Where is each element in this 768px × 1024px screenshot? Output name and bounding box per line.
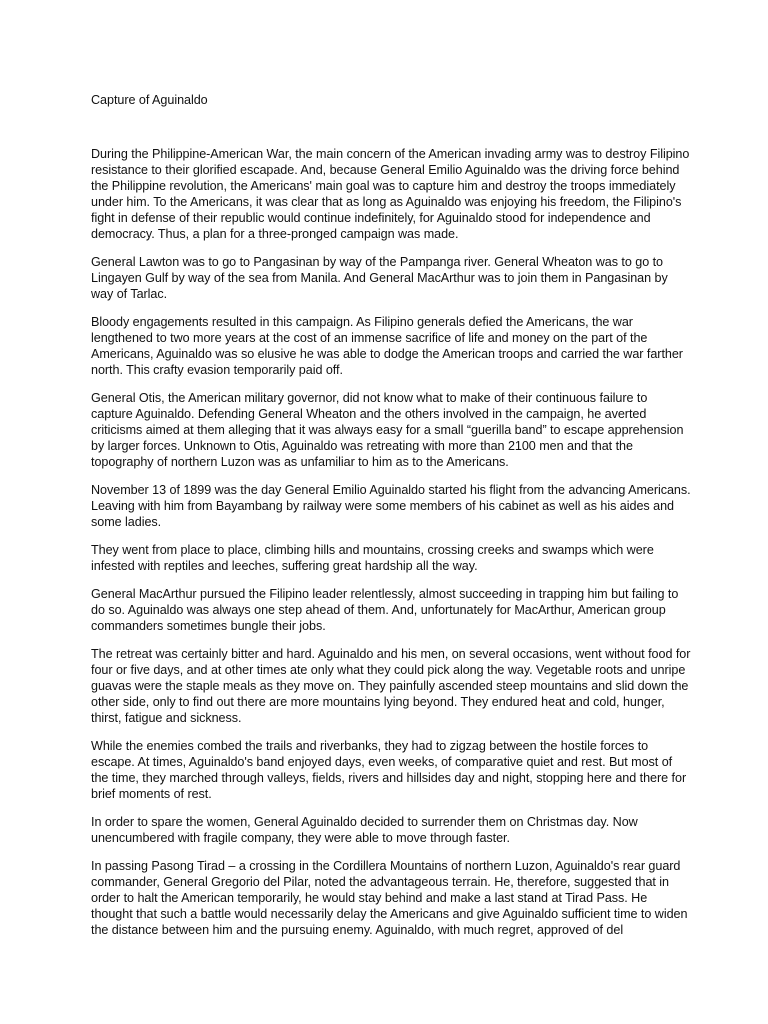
paragraph-7: General MacArthur pursued the Filipino leader relentlessly, almost succeeding in trapping him but failing to do so. Aguinaldo was always one step ahead of them. And, unfortunately for MacArthur, American group commanders sometimes bungle their jobs.	[91, 587, 679, 633]
paragraph-9: While the enemies combed the trails and riverbanks, they had to zigzag between the hostile forces to escape. At times, Aguinaldo's band enjoyed days, even weeks, of comparative quiet and rest. But most of the time, they marched through valleys, fields, rivers and hillsides day and night, stopping here and there for brief moments of rest.	[91, 739, 687, 801]
paragraph-4: General Otis, the American military governor, did not know what to make of their continuous failure to capture Aguinaldo. Defending General Wheaton and the others involved in the campaign, he averted criticisms aimed at them alleging that it was always easy for a small “guerilla band” to escape apprehension by larger forces. Unknown to Otis, Aguinaldo was retreating with more than 2100 men and that the topography of northern Luzon was as unfamiliar to him as to the Americans.	[91, 391, 684, 469]
paragraph-6: They went from place to place, climbing hills and mountains, crossing creeks and swamps which were infested with reptiles and leeches, suffering great hardship all the way.	[91, 543, 654, 573]
paragraph-8: The retreat was certainly bitter and hard. Aguinaldo and his men, on several occasions, went without food for four or five days, and at other times ate only what they could pick along the way. Vegetable roots and unripe guavas were the staple meals as they move on. They painfully ascended steep mountains and slid down the other side, only to find out there are more mountains lying beyond. They endured heat and cold, hunger, thirst, fatigue and sickness.	[91, 647, 691, 725]
paragraph-1: During the Philippine-American War, the main concern of the American invading army was to destroy Filipino resistance to their glorified escapade. And, because General Emilio Aguinaldo was the driving force behind the Philippine revolution, the Americans' main goal was to capture him and destroy the troops immediately under him. To the Americans, it was clear that as long as Aguinaldo was enjoying his freedom, the Filipino's fight in defense of their republic would continue indefinitely, for Aguinaldo stood for independence and democracy. Thus, a plan for a three-pronged campaign was made.	[91, 147, 690, 241]
paragraph-10: In order to spare the women, General Aguinaldo decided to surrender them on Christmas day. Now unencumbered with fragile company, they were able to move through faster.	[91, 815, 638, 845]
paragraph-3: Bloody engagements resulted in this campaign. As Filipino generals defied the Americans, the war lengthened to two more years at the cost of an immense sacrifice of life and money on the part of the Americans, Aguinaldo was so elusive he was able to dodge the American troops and carried the war farther north. This crafty evasion temporarily paid off.	[91, 315, 683, 377]
paragraph-11: In passing Pasong Tirad – a crossing in the Cordillera Mountains of northern Luzon, Aguinaldo's rear guard commander, General Gregorio del Pilar, noted the advantageous terrain. He, therefore, suggested that in order to halt the American temporarily, he would stay behind and make a last stand at Tirad Pass. He thought that such a battle would necessarily delay the Americans and give Aguinaldo sufficient time to widen the distance between him and the pursuing enemy. Aguinaldo, with much regret, approved of del	[91, 859, 688, 937]
paragraph-2: General Lawton was to go to Pangasinan by way of the Pampanga river. General Wheaton was to go to Lingayen Gulf by way of the sea from Manila. And General MacArthur was to join them in Pangasinan by way of Tarlac.	[91, 255, 668, 301]
paragraph-5: November 13 of 1899 was the day General Emilio Aguinaldo started his flight from the advancing Americans. Leaving with him from Bayambang by railway were some members of his cabinet as well as his aides and some ladies.	[91, 483, 691, 529]
document-body	[91, 92, 691, 950]
document-title: Capture of Aguinaldo	[91, 93, 208, 107]
